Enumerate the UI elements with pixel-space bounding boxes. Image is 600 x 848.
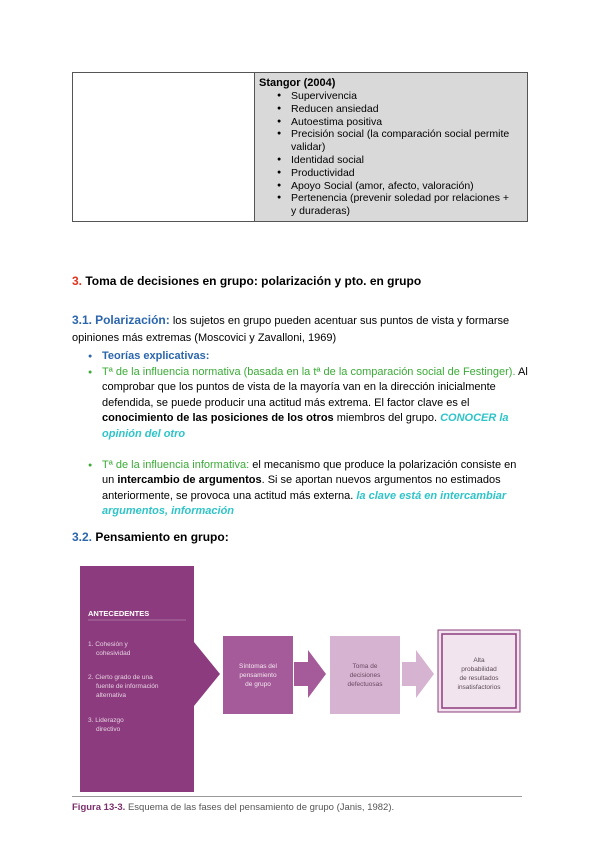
table-right-cell xyxy=(255,73,527,221)
normative-tail: miembros del grupo. xyxy=(336,412,438,425)
section-3-heading xyxy=(72,274,421,288)
list-item: ● Reducen ansiedad xyxy=(277,103,517,116)
antecedent-2b: fuente de información xyxy=(96,683,159,690)
list-item: ● Productividad xyxy=(277,167,517,180)
normative-note: CONOCER la opinión del otro xyxy=(102,412,509,440)
list-item xyxy=(88,365,530,443)
table-title: Stangor (2004) xyxy=(259,77,336,89)
arrow-2 xyxy=(402,650,434,698)
section-number: 3.1. xyxy=(72,313,93,327)
antecedent-1: 1. Cohesión y xyxy=(88,641,128,648)
list-item: ● Autoestima positiva xyxy=(277,116,517,129)
theory-list xyxy=(88,349,530,520)
normative-theory: Tª de la influencia normativa (basada en la tª de la comparación social de Festinger). xyxy=(102,365,516,378)
informative-note: la clave está en intercambiar argumentos, información xyxy=(102,489,507,518)
symptoms-l1: Síntomas del xyxy=(239,663,277,670)
list-item xyxy=(88,349,530,365)
normative-text: Al comprobar que los puntos de vista de la mayoría van en la dirección inicialmente defendida, se puede producir una actitud más extrema. El factor clave es el xyxy=(102,365,528,409)
section-number: 3. xyxy=(72,274,83,288)
defective-l2: decisiones xyxy=(349,672,381,679)
outcome-l1: Alta xyxy=(473,657,485,664)
outcome-l3: de resultados xyxy=(459,675,499,682)
arrow-1 xyxy=(294,650,326,698)
list-item: ● Pertenencia (prevenir soledad por relaciones + y duraderas) xyxy=(277,192,517,218)
section-heading: Polarización: xyxy=(95,313,170,327)
section-text: los sujetos en grupo pueden acentuar sus puntos de vista y formarse opiniones más extremas (Moscovici y Zavalloni, 1969) xyxy=(72,315,510,344)
section-title: Toma de decisiones en grupo: polarización y pto. en grupo xyxy=(85,274,422,288)
defective-l3: defectuosas xyxy=(347,681,383,688)
caption-label: Figura 13-3. xyxy=(72,802,126,813)
section-title: Pensamiento en grupo: xyxy=(95,530,229,544)
defective-l1: Toma de xyxy=(352,663,378,670)
antecedent-3: 3. Liderazgo xyxy=(88,717,124,724)
outcome-l2: probabilidad xyxy=(461,666,497,673)
antecedent-2: 2. Cierto grado de una xyxy=(88,674,153,681)
antecedents-title: ANTECEDENTES xyxy=(88,609,150,618)
section-3-1 xyxy=(72,312,532,347)
groupthink-diagram xyxy=(76,564,526,796)
caption-text: Esquema de las fases del pensamiento de grupo (Janis, 1982). xyxy=(127,802,395,813)
antecedent-1b: cohesividad xyxy=(96,650,131,657)
normative-key: conocimiento de las posiciones de los otros xyxy=(102,412,334,425)
function-list xyxy=(277,90,517,218)
informative-tail: . Si se aportan nuevos argumentos no estimados anteriormente, se provoca una actitud más externa. xyxy=(102,474,501,502)
caption-rule xyxy=(72,796,522,797)
symptoms-l2: pensamiento xyxy=(239,672,277,679)
symptoms-l3: de grupo xyxy=(245,681,271,688)
stangor-table xyxy=(72,72,528,222)
list-item: ● Identidad social xyxy=(277,154,517,167)
list-item: ● Supervivencia xyxy=(277,90,517,103)
section-number: 3.2. xyxy=(72,530,93,544)
table-left-cell xyxy=(73,73,255,221)
informative-text: el mecanismo que produce la polarización consiste en un xyxy=(102,458,517,487)
figure-caption xyxy=(72,802,394,813)
informative-key: intercambio de argumentos xyxy=(117,474,262,487)
theories-label: Teorías explicativas: xyxy=(102,350,210,362)
antecedent-3b: directivo xyxy=(96,726,121,733)
list-item: ● Apoyo Social (amor, afecto, valoración) xyxy=(277,180,517,193)
section-3-2-heading xyxy=(72,530,229,544)
informative-theory: Tª de la influencia informativa: xyxy=(102,458,250,471)
list-item xyxy=(88,458,530,520)
outcome-l4: insatisfactorios xyxy=(457,684,501,691)
list-item: ● Precisión social (la comparación social permite validar) xyxy=(277,128,517,154)
antecedent-2c: alternativa xyxy=(96,692,126,699)
